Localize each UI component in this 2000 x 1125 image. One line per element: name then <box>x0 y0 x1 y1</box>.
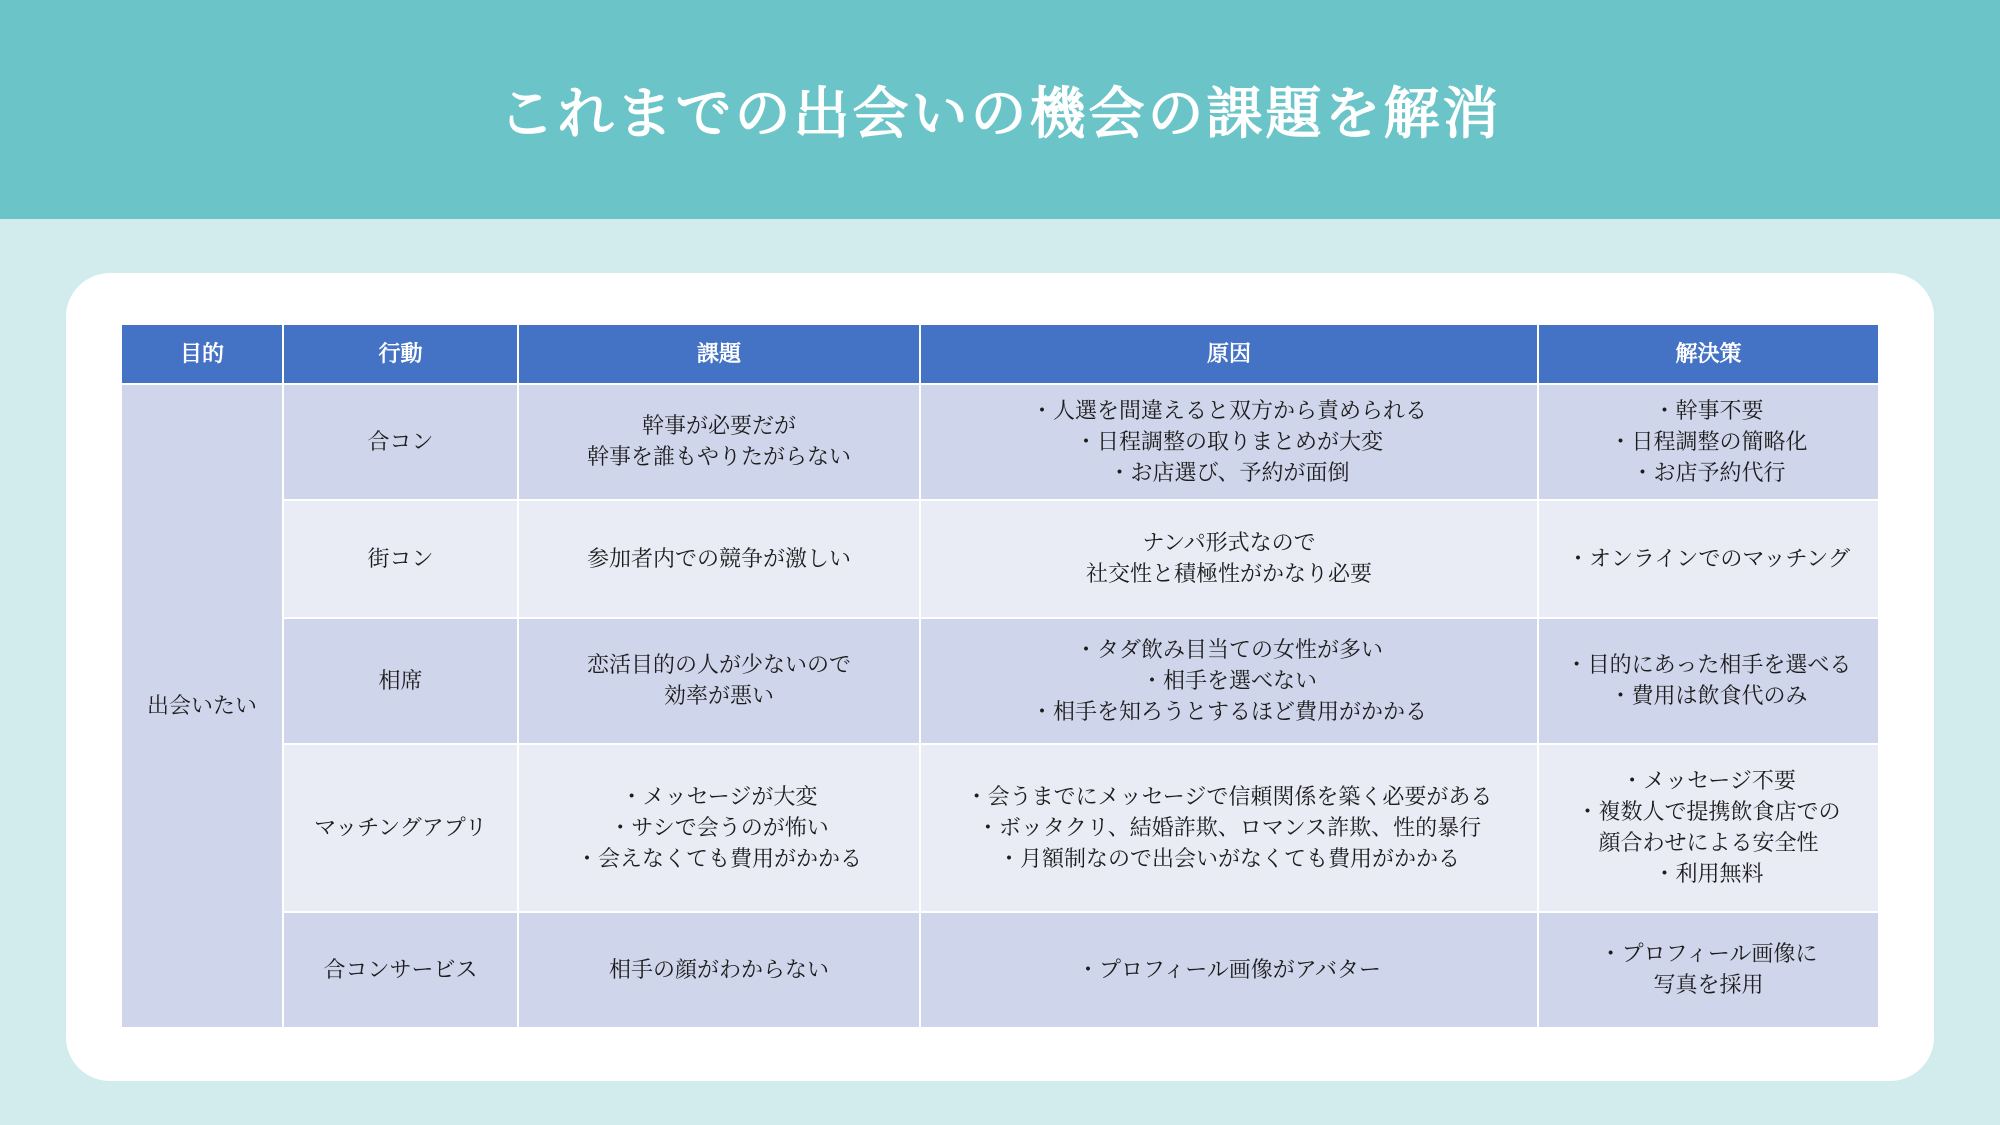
cause-line: ・日程調整の取りまとめが大変 <box>1074 429 1383 455</box>
table-header-row <box>121 324 1879 384</box>
cause-line: ・月額制なので出会いがなくても費用がかかる <box>997 846 1460 872</box>
action-cell: 相席 <box>283 618 518 744</box>
cause-line: 社交性と積極性がかなり必要 <box>1085 562 1372 587</box>
cause-cell <box>920 618 1538 744</box>
issue-line: 効率が悪い <box>663 684 774 709</box>
cause-line: ・相手を知ろうとするほど費用がかかる <box>1030 699 1427 725</box>
cause-line: ・会うまでにメッセージで信頼関係を築く必要がある <box>965 784 1493 810</box>
solution-line: ・日程調整の簡略化 <box>1609 429 1808 455</box>
solution-line: 写真を採用 <box>1653 973 1764 998</box>
solution-line: ・お店予約代行 <box>1631 460 1786 486</box>
issue-line: 参加者内での競争が激しい <box>586 546 851 572</box>
issue-cell <box>518 912 920 1028</box>
cause-line: ・ボッタクリ、結婚詐欺、ロマンス詐欺、性的暴行 <box>976 815 1482 841</box>
action-cell: 合コン <box>283 384 518 500</box>
issue-cell <box>518 500 920 618</box>
issue-cell <box>518 618 920 744</box>
table-row <box>121 744 1879 912</box>
cause-line: ・人選を間違えると双方から責められる <box>1030 398 1427 424</box>
column-header-solution: 解決策 <box>1538 324 1879 384</box>
issue-line: ・メッセージが大変 <box>620 784 818 810</box>
table-row <box>121 618 1879 744</box>
solution-line: ・メッセージ不要 <box>1621 769 1796 794</box>
issue-line: 幹事を誰もやりたがらない <box>586 445 851 470</box>
issue-cell <box>518 384 920 500</box>
issue-line: ・会えなくても費用がかかる <box>575 846 862 872</box>
action-cell: 街コン <box>283 500 518 618</box>
solution-cell <box>1538 744 1879 912</box>
table-row <box>121 384 1879 500</box>
issue-line: 恋活目的の人が少ないので <box>586 653 851 678</box>
cause-cell <box>920 500 1538 618</box>
cause-cell <box>920 384 1538 500</box>
issue-line: 幹事が必要だが <box>641 414 796 439</box>
table-row <box>121 500 1879 618</box>
solution-line: ・幹事不要 <box>1653 398 1764 424</box>
solution-cell <box>1538 912 1879 1028</box>
solution-line: 顔合わせによる安全性 <box>1598 831 1819 856</box>
solution-line: ・目的にあった相手を選べる <box>1565 653 1852 678</box>
issues-table <box>120 323 1880 1029</box>
cause-line: ・プロフィール画像がアバター <box>1076 957 1382 983</box>
purpose-cell: 出会いたい <box>121 384 283 1028</box>
column-header-action: 行動 <box>283 324 518 384</box>
column-header-purpose: 目的 <box>121 324 283 384</box>
page-title: これまでの出会いの機会の課題を解消 <box>498 81 1502 147</box>
solution-cell <box>1538 384 1879 500</box>
cause-line: ・タダ飲み目当ての女性が多い <box>1074 637 1383 663</box>
cause-line: ・相手を選べない <box>1140 668 1317 694</box>
table-row <box>121 912 1879 1028</box>
issue-line: ・サシで会うのが怖い <box>609 815 829 841</box>
cause-cell <box>920 744 1538 912</box>
cause-cell <box>920 912 1538 1028</box>
action-cell: マッチングアプリ <box>283 744 518 912</box>
solution-line: ・費用は飲食代のみ <box>1609 684 1808 709</box>
solution-line: ・オンラインでのマッチング <box>1567 546 1850 572</box>
solution-line: ・プロフィール画像に <box>1599 942 1818 967</box>
cause-line: ・お店選び、予約が面倒 <box>1108 460 1350 486</box>
solution-line: ・複数人で提携飲食店での <box>1576 800 1841 825</box>
title-banner <box>0 0 2000 219</box>
cause-line: ナンパ形式なので <box>1142 531 1316 556</box>
action-cell: 合コンサービス <box>283 912 518 1028</box>
issue-line: 相手の顔がわからない <box>608 957 829 983</box>
column-header-cause: 原因 <box>920 324 1538 384</box>
issue-cell <box>518 744 920 912</box>
solution-cell <box>1538 618 1879 744</box>
solution-line: ・利用無料 <box>1653 862 1764 887</box>
column-header-issue: 課題 <box>518 324 920 384</box>
solution-cell <box>1538 500 1879 618</box>
